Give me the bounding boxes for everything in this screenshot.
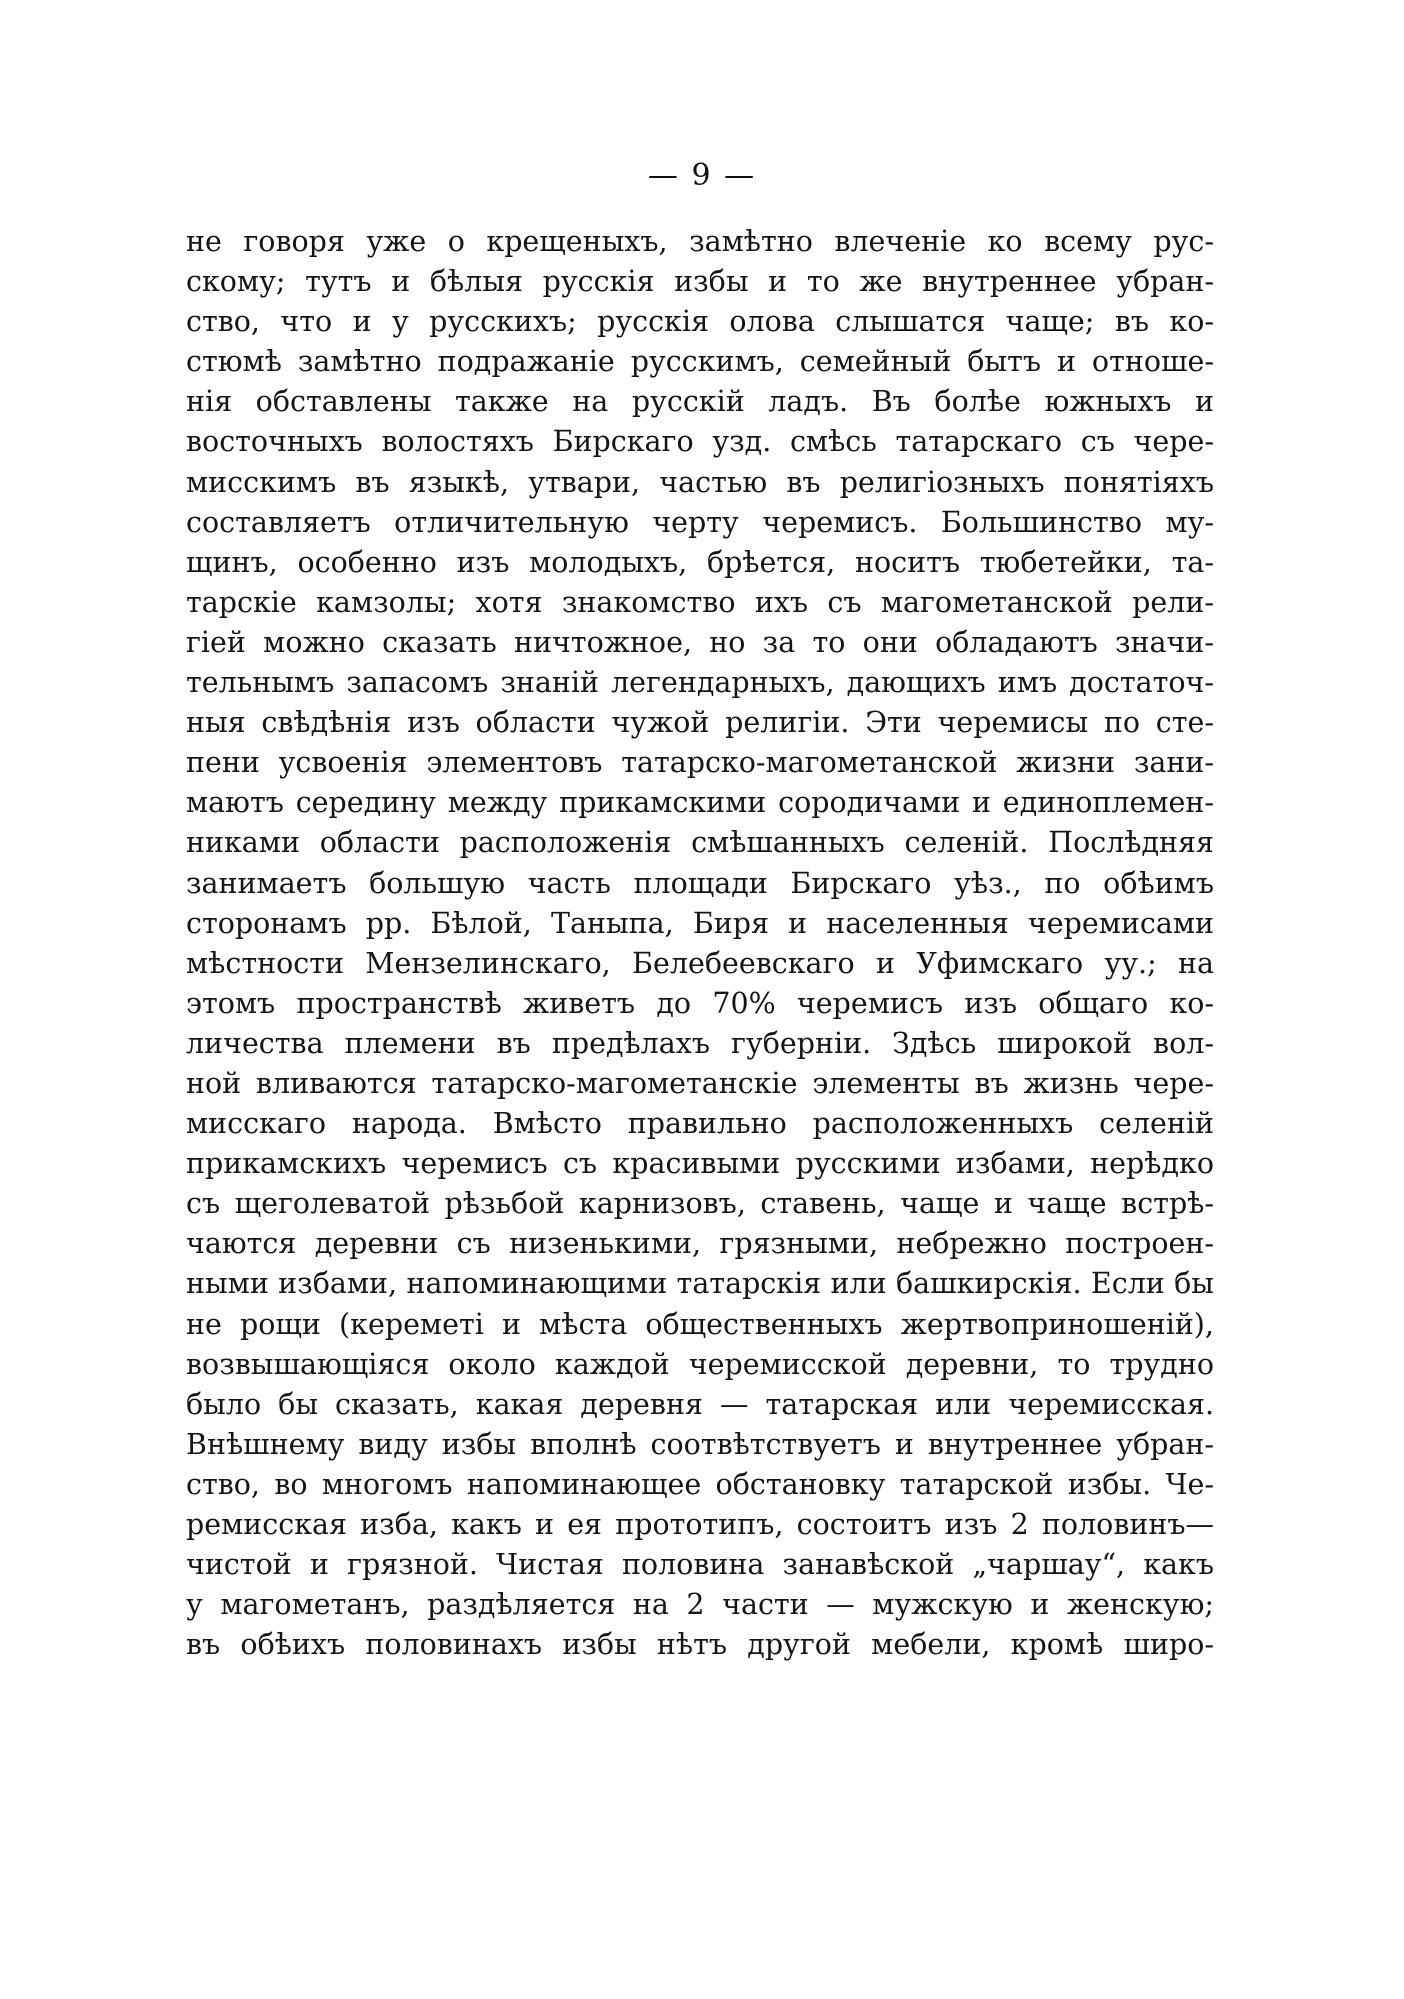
text-line: не говоря уже о крещеныхъ, замѣтно влеченіе ко всему рус- [186,225,1214,258]
text-line: составляетъ отличительную черту черемисъ. Большинство му- [186,505,1214,539]
text-line: восточныхъ волостяхъ Бирскаго узд. смѣсь татарскаго съ чере- [186,425,1214,459]
text-line: скому; тутъ и бѣлыя русскія избы и то же внутреннее убран- [186,265,1214,299]
text-line: занимаетъ большую часть площади Бирскаго уѣз., по обѣимъ [186,866,1214,900]
text-line: маютъ середину между прикамскими сородичами и единоплемен- [186,786,1214,820]
text-line: сторонамъ рр. Бѣлой, Таныпа, Биря и населенныя черемисами [186,906,1214,940]
text-line: личества племени въ предѣлахъ губерніи. Здѣсь широкой вол- [186,1026,1214,1060]
text-line: Внѣшнему виду избы вполнѣ соотвѣтствуетъ и внутреннее убран- [186,1427,1214,1461]
text-line: ныя свѣдѣнія изъ области чужой религіи. Эти черемисы по сте- [186,706,1214,740]
text-line: мисскаго народа. Вмѣсто правильно расположенныхъ селеній [186,1107,1214,1141]
text-line: чистой и грязной. Чистая половина занавѣской „чаршау“, какъ [186,1548,1214,1582]
body-text [186,222,1214,1665]
page-number: — 9 — [647,158,757,193]
text-line: не рощи (кереметі и мѣста общественныхъ жертвоприношеній), [186,1307,1214,1341]
text-line: стюмѣ замѣтно подражаніе русскимъ, семейный бытъ и отноше- [186,345,1214,379]
text-line: ными избами, напоминающими татарскія или башкирскія. Если бы [186,1267,1214,1301]
text-line: ной вливаются татарско-магометанскіе элементы въ жизнь чере- [186,1066,1214,1100]
text-line: въ обѣихъ половинахъ избы нѣтъ другой мебели, кромѣ широ- [186,1628,1214,1662]
text-line: щинъ, особенно изъ молодыхъ, брѣется, носитъ тюбетейки, та- [186,545,1214,579]
text-line: у магометанъ, раздѣляется на 2 части — мужскую и женскую; [186,1588,1214,1622]
text-line: прикамскихъ черемисъ съ красивыми русскими избами, нерѣдко [186,1147,1214,1181]
text-line: съ щеголеватой рѣзьбой карнизовъ, ставень, чаще и чаще встрѣ- [186,1187,1214,1221]
text-line: гіей можно сказать ничтожное, но за то они обладаютъ значи- [186,625,1214,659]
text-line: ремисская изба, какъ и ея прототипъ, состоитъ изъ 2 половинъ— [186,1508,1214,1541]
text-line: этомъ пространствѣ живетъ до 70% черемисъ изъ общаго ко- [186,986,1214,1020]
text-line: мисскимъ въ языкѣ, утвари, частью въ религіозныхъ понятіяхъ [186,465,1214,499]
text-line: ство, во многомъ напоминающее обстановку татарской избы. Че- [186,1467,1214,1501]
text-line: было бы сказать, какая деревня — татарская или черемисская. [186,1387,1214,1421]
text-line: тарскіе камзолы; хотя знакомство ихъ съ магометанской рели- [186,585,1214,619]
text-line: ство, что и у русскихъ; русскія олова слышатся чаще; въ ко- [186,305,1214,339]
text-line: чаются деревни съ низенькими, грязными, небрежно построен- [186,1227,1214,1261]
text-line: никами области расположенія смѣшанныхъ селеній. Послѣдняя [186,826,1214,860]
text-line: тельнымъ запасомъ знаній легендарныхъ, дающихъ имъ достаточ- [186,666,1214,700]
text-line: пени усвоенія элементовъ татарско-магометанской жизни зани- [186,746,1214,780]
text-line: мѣстности Мензелинскаго, Белебеевскаго и Уфимскаго уу.; на [186,946,1214,980]
text-line: возвышающіяся около каждой черемисской деревни, то трудно [186,1347,1214,1381]
text-line: нія обставлены также на русскій ладъ. Въ болѣе южныхъ и [186,385,1214,419]
